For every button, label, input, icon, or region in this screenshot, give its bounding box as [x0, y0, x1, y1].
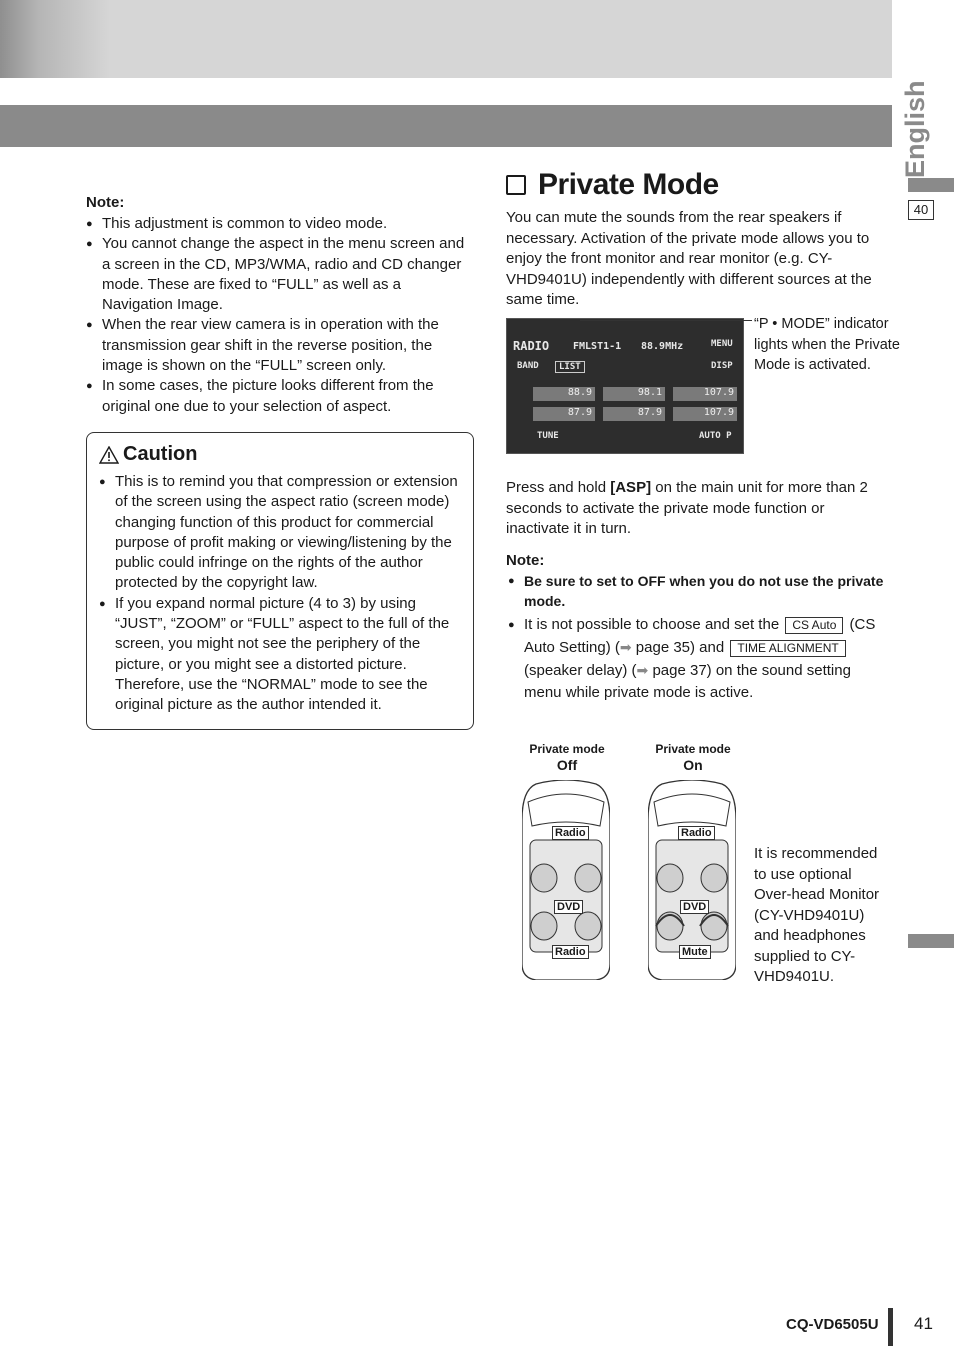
section-band [0, 105, 892, 147]
indicator-caption [754, 314, 900, 376]
lcd-screen-image [506, 318, 744, 454]
note-item-bold: ● Be sure to set to OFF when you do not use the private mode. [508, 571, 892, 612]
model-number: CQ-VD6505U [786, 1316, 879, 1333]
asp-key: [ASP] [610, 479, 652, 496]
side-page-number: 40 [908, 200, 934, 220]
side-marker-lower [908, 934, 954, 948]
on-label: Private mode [655, 742, 731, 756]
off-front-source: Radio [552, 826, 589, 840]
note-left [86, 194, 468, 417]
recommendation-text: It is recommended to use optional Over-head Monitor (CY-VHD9401U) and headphones supplied to CY-VHD9401U. [754, 845, 880, 985]
indicator-leader-line [580, 320, 752, 321]
lcd-band-info: FMLST1-1 [573, 341, 622, 352]
note-item: ● You cannot change the aspect in the menu screen and a screen in the CD, MP3/WMA, radio and CD changer mode. These are fixed to “FULL” as well as a Navigation Image. [86, 234, 468, 315]
footer-divider [888, 1308, 893, 1346]
checkbox-icon [506, 175, 526, 195]
indicator-caption-text: “P • MODE” indicator lights when the Private Mode is activated. [754, 316, 900, 373]
lcd-auto: AUTO P [699, 431, 732, 441]
caution-item: ● This is to remind you that compression or extension of the screen using the aspect ratio (screen mode) changing function of this product for commercial purpose of profit making or viewing/listening by the public could infringe on the rights of the author protected by the copyright law. [99, 472, 465, 594]
off-label: Private mode [529, 742, 605, 756]
side-marker [908, 178, 954, 192]
time-alignment-label: TIME ALIGNMENT [730, 640, 845, 657]
arrow-right-icon: ➡ [619, 638, 632, 655]
header-bar [0, 0, 892, 78]
header-swirl-graphic [0, 0, 110, 78]
press-post: on the main unit for more than 2 seconds to activate the private mode function or inactivate it in turn. [506, 479, 868, 537]
cs-auto-label: CS Auto [785, 617, 843, 634]
caution-item: ● If you expand normal picture (4 to 3) by using “JUST”, “ZOOM” or “FULL” aspect to the full of the screen, you might not see the periphery of the picture, or you might see a distorted picture. Therefore, use the “NORMAL” mode to see the original picture as the author intended it. [99, 594, 465, 716]
page-number: 41 [914, 1314, 933, 1333]
lcd-preset: 87.9 [603, 407, 665, 421]
heading-text: Private Mode [538, 168, 719, 201]
on-rear-source: Mute [679, 945, 711, 959]
press-instruction [506, 478, 886, 540]
recommendation [754, 844, 890, 988]
note-item: ● This adjustment is common to video mode. [86, 214, 468, 234]
lcd-band: BAND [517, 361, 539, 371]
note2-text: It is not possible to choose and set the [524, 615, 780, 633]
on-dvd-source: DVD [680, 900, 709, 914]
language-label: English [900, 80, 930, 178]
note-item: ● When the rear view camera is in operation with the transmission gear shift in the reverse position, the image is shown on the “FULL” screen only. [86, 315, 468, 376]
note-item [508, 614, 892, 704]
lcd-preset: 107.9 [673, 407, 737, 421]
note2-text: (speaker delay) ( [524, 661, 637, 679]
private-mode-section [506, 168, 892, 337]
on-front-source: Radio [678, 826, 715, 840]
off-state: Off [556, 757, 578, 773]
note-right [506, 552, 892, 704]
lcd-preset: 98.1 [603, 387, 665, 401]
off-rear-source: Radio [552, 945, 589, 959]
note2-text: page 35) and [635, 638, 725, 656]
note-item: ● In some cases, the picture looks different from the original one due to your selection of aspect. [86, 376, 468, 417]
on-state: On [683, 757, 703, 773]
caution-box [86, 432, 474, 730]
warning-icon [99, 446, 119, 464]
section-heading [506, 168, 892, 202]
caution-title: Caution [123, 443, 198, 465]
lcd-tune: TUNE [537, 431, 559, 441]
lcd-disp: DISP [711, 361, 733, 371]
press-pre: Press and hold [506, 479, 611, 496]
lcd-preset: 88.9 [533, 387, 595, 401]
note2-text: (CS Auto Setting) ( [524, 615, 876, 656]
note2-text: page 37) on the sound setting menu while private mode is active. [524, 661, 851, 701]
note-title: Note: [506, 552, 545, 569]
caution-heading [99, 443, 465, 466]
intro-text: You can mute the sounds from the rear speakers if necessary. Activation of the private mode allows you to enjoy the front monitor and rear monitor (e.g. CY-VHD9401U) independently with different sources at the same time. [506, 209, 872, 308]
lcd-list: LIST [555, 361, 585, 373]
language-tab [900, 80, 934, 180]
lcd-preset: 107.9 [673, 387, 737, 401]
lcd-menu: MENU [711, 339, 733, 349]
lcd-source: RADIO [513, 339, 550, 353]
note-title: Note: [86, 194, 125, 211]
arrow-right-icon: ➡ [636, 661, 649, 678]
off-dvd-source: DVD [554, 900, 583, 914]
lcd-preset: 87.9 [533, 407, 595, 421]
lcd-frequency: 88.9MHz [641, 341, 684, 352]
